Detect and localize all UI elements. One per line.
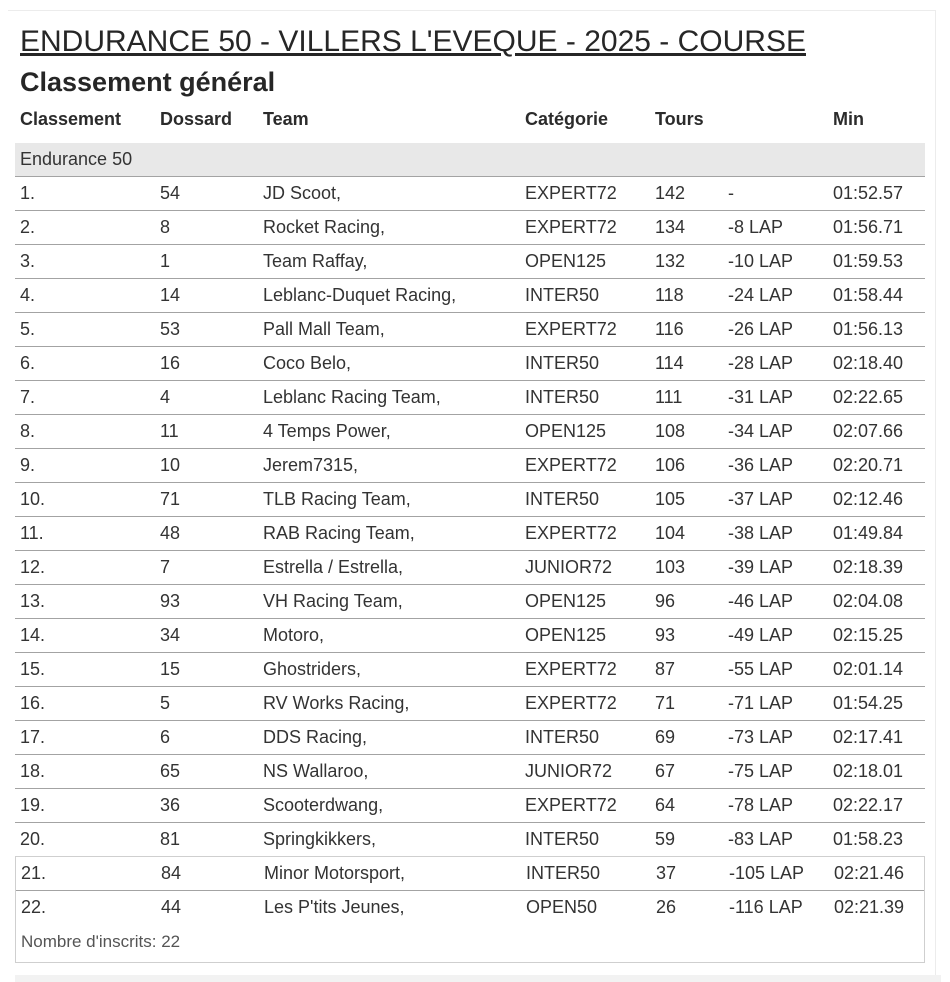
rank-cell: 15. [15,653,155,687]
min-cell: 01:49.84 [828,517,925,551]
category-cell: INTER50 [520,279,650,313]
result-row [15,517,925,551]
result-row [15,823,925,857]
result-row [15,211,925,245]
lap-diff-cell: -116 LAP [724,891,829,925]
team-cell: Ghostriders, [258,653,520,687]
result-row [15,347,925,381]
category-cell: EXPERT72 [520,449,650,483]
overflow-table [16,857,924,924]
rank-cell: 4. [15,279,155,313]
lap-diff-cell: -36 LAP [723,449,828,483]
lap-diff-cell: -49 LAP [723,619,828,653]
min-cell: 02:20.71 [828,449,925,483]
team-cell: Minor Motorsport, [264,863,406,883]
tours-cell: 106 [650,449,723,483]
team-cell: Motoro, [258,619,520,653]
dossard-cell: 36 [155,789,258,823]
tours-cell: 64 [650,789,723,823]
tours-cell: 114 [650,347,723,381]
rank-cell: 10. [15,483,155,517]
dossard-cell: 1 [155,245,258,279]
team-cell: RV Works Racing, [258,687,520,721]
min-cell: 02:17.41 [828,721,925,755]
tours-cell: 132 [650,245,723,279]
category-cell: EXPERT72 [520,653,650,687]
lap-diff-cell: -34 LAP [723,415,828,449]
results-body-overflow [16,857,924,924]
lap-diff-cell: -24 LAP [723,279,828,313]
tours-cell: 37 [656,863,677,883]
dossard-cell: 5 [155,687,258,721]
rank-cell: 9. [15,449,155,483]
dossard-cell: 84 [161,863,182,883]
team-cell: Estrella / Estrella, [258,551,520,585]
page-title: ENDURANCE 50 - VILLERS L'EVEQUE - 2025 - COURSE [20,25,806,58]
page-subtitle: Classement général [20,67,276,97]
overflow-box [15,856,925,963]
tours-cell: 93 [650,619,723,653]
category-cell: EXPERT72 [520,211,650,245]
team-cell: NS Wallaroo, [258,755,520,789]
result-row [15,177,925,211]
category-cell: INTER50 [520,721,650,755]
min-cell: 02:01.14 [828,653,925,687]
rank-cell: 13. [15,585,155,619]
category-cell: INTER50 [520,347,650,381]
rank-cell: 8. [15,415,155,449]
result-row [15,415,925,449]
tours-cell: 59 [650,823,723,857]
tours-cell: 87 [650,653,723,687]
result-row [15,313,925,347]
lap-diff-cell: -83 LAP [723,823,828,857]
result-row [15,279,925,313]
page-frame [8,10,936,982]
min-cell: 02:22.65 [828,381,925,415]
lap-diff-cell: -55 LAP [723,653,828,687]
team-cell: 4 Temps Power, [258,415,520,449]
tours-cell: 118 [650,279,723,313]
dossard-cell: 65 [155,755,258,789]
min-cell: 01:59.53 [828,245,925,279]
lap-diff-cell: - [723,177,828,211]
rank-cell: 20. [15,823,155,857]
rank-cell: 21. [21,863,47,883]
results-header [15,98,925,143]
dossard-cell: 93 [155,585,258,619]
col-header-min: Min [833,109,864,129]
category-cell: OPEN125 [520,585,650,619]
lap-diff-cell: -75 LAP [723,755,828,789]
team-cell: Pall Mall Team, [258,313,520,347]
min-cell: 02:21.39 [829,891,924,925]
dossard-cell: 81 [155,823,258,857]
result-row [15,585,925,619]
inscrits-footer: Nombre d'inscrits: 22 [21,932,181,951]
category-cell: OPEN50 [521,891,651,925]
result-row [15,721,925,755]
category-cell: EXPERT72 [520,687,650,721]
dossard-cell: 15 [155,653,258,687]
team-cell: JD Scoot, [258,177,520,211]
min-cell: 01:58.23 [828,823,925,857]
tours-cell: 134 [650,211,723,245]
rank-cell: 17. [15,721,155,755]
team-cell: TLB Racing Team, [258,483,520,517]
section-band [15,143,925,177]
lap-diff-cell: -26 LAP [723,313,828,347]
tours-cell: 71 [650,687,723,721]
result-row [15,755,925,789]
team-cell: Les P'tits Jeunes, [259,891,521,925]
min-cell: 02:22.17 [828,789,925,823]
result-row [15,381,925,415]
min-cell: 02:04.08 [828,585,925,619]
rank-cell: 7. [15,381,155,415]
team-cell: Scooterdwang, [258,789,520,823]
category-cell: OPEN125 [520,619,650,653]
tours-cell: 142 [650,177,723,211]
rank-cell: 2. [15,211,155,245]
result-row [16,891,924,925]
tours-cell: 111 [650,381,723,415]
dossard-cell: 44 [156,891,259,925]
dossard-cell: 4 [155,381,258,415]
dossard-cell: 16 [155,347,258,381]
category-cell: INTER50 [520,823,650,857]
lap-diff-cell: -37 LAP [723,483,828,517]
min-cell: 02:18.01 [828,755,925,789]
tours-cell: 96 [650,585,723,619]
result-row [16,857,924,891]
tours-cell: 67 [650,755,723,789]
min-cell: 02:12.46 [828,483,925,517]
rank-cell: 19. [15,789,155,823]
dossard-cell: 14 [155,279,258,313]
dossard-cell: 34 [155,619,258,653]
lap-diff-cell: -105 LAP [729,863,805,883]
tours-cell: 69 [650,721,723,755]
dossard-cell: 48 [155,517,258,551]
bottom-strip [15,975,941,982]
team-cell: Team Raffay, [258,245,520,279]
tours-cell: 103 [650,551,723,585]
col-header-dossard: Dossard [160,109,233,129]
min-cell: 02:15.25 [828,619,925,653]
results-body-main [15,177,925,857]
rank-cell: 18. [15,755,155,789]
min-cell: 02:07.66 [828,415,925,449]
result-row [15,483,925,517]
lap-diff-cell: -71 LAP [723,687,828,721]
column-header-row [15,98,925,143]
result-row [15,789,925,823]
min-cell: 02:21.46 [834,863,905,883]
lap-diff-cell: -31 LAP [723,381,828,415]
min-cell: 02:18.39 [828,551,925,585]
result-row [15,653,925,687]
rank-cell: 12. [15,551,155,585]
rank-cell: 1. [15,177,155,211]
team-cell: Jerem7315, [258,449,520,483]
tours-cell: 105 [650,483,723,517]
min-cell: 01:52.57 [828,177,925,211]
result-row [15,619,925,653]
category-cell: EXPERT72 [520,789,650,823]
lap-diff-cell: -39 LAP [723,551,828,585]
category-cell: OPEN125 [520,415,650,449]
category-cell: JUNIOR72 [520,755,650,789]
lap-diff-cell: -38 LAP [723,517,828,551]
category-cell: EXPERT72 [520,313,650,347]
lap-diff-cell: -73 LAP [723,721,828,755]
col-header-classement: Classement [20,109,122,129]
team-cell: DDS Racing, [258,721,520,755]
tours-cell: 104 [650,517,723,551]
team-cell: Leblanc-Duquet Racing, [258,279,520,313]
min-cell: 02:18.40 [828,347,925,381]
dossard-cell: 10 [155,449,258,483]
section-band-label: Endurance 50 [15,143,925,177]
dossard-cell: 8 [155,211,258,245]
min-cell: 01:54.25 [828,687,925,721]
category-cell: INTER50 [520,381,650,415]
dossard-cell: 11 [155,415,258,449]
team-cell: RAB Racing Team, [258,517,520,551]
rank-cell: 22. [16,891,156,925]
result-row [15,245,925,279]
rank-cell: 5. [15,313,155,347]
col-header-tours: Tours [655,109,704,129]
min-cell: 01:56.13 [828,313,925,347]
lap-diff-cell: -10 LAP [723,245,828,279]
category-cell: INTER50 [520,483,650,517]
lap-diff-cell: -46 LAP [723,585,828,619]
col-header-team: Team [263,109,309,129]
dossard-cell: 7 [155,551,258,585]
tours-cell: 108 [650,415,723,449]
team-cell: Rocket Racing, [258,211,520,245]
category-cell: OPEN125 [520,245,650,279]
min-cell: 01:56.71 [828,211,925,245]
lap-diff-cell: -28 LAP [723,347,828,381]
team-cell: VH Racing Team, [258,585,520,619]
lap-diff-cell: -8 LAP [723,211,828,245]
tours-cell: 26 [651,891,724,925]
rank-cell: 6. [15,347,155,381]
dossard-cell: 54 [155,177,258,211]
dossard-cell: 6 [155,721,258,755]
col-header-lap-diff [723,98,828,143]
min-cell: 01:58.44 [828,279,925,313]
dossard-cell: 71 [155,483,258,517]
tours-cell: 116 [650,313,723,347]
team-cell: Leblanc Racing Team, [258,381,520,415]
results-table [15,98,925,856]
category-cell: EXPERT72 [520,177,650,211]
team-cell: Springkikkers, [258,823,520,857]
result-row [15,551,925,585]
lap-diff-cell: -78 LAP [723,789,828,823]
category-cell: EXPERT72 [520,517,650,551]
rank-cell: 16. [15,687,155,721]
dossard-cell: 53 [155,313,258,347]
result-row [15,687,925,721]
result-row [15,449,925,483]
category-cell: INTER50 [526,863,601,883]
rank-cell: 3. [15,245,155,279]
col-header-categorie: Catégorie [525,109,609,129]
rank-cell: 11. [15,517,155,551]
category-cell: JUNIOR72 [520,551,650,585]
rank-cell: 14. [15,619,155,653]
team-cell: Coco Belo, [258,347,520,381]
